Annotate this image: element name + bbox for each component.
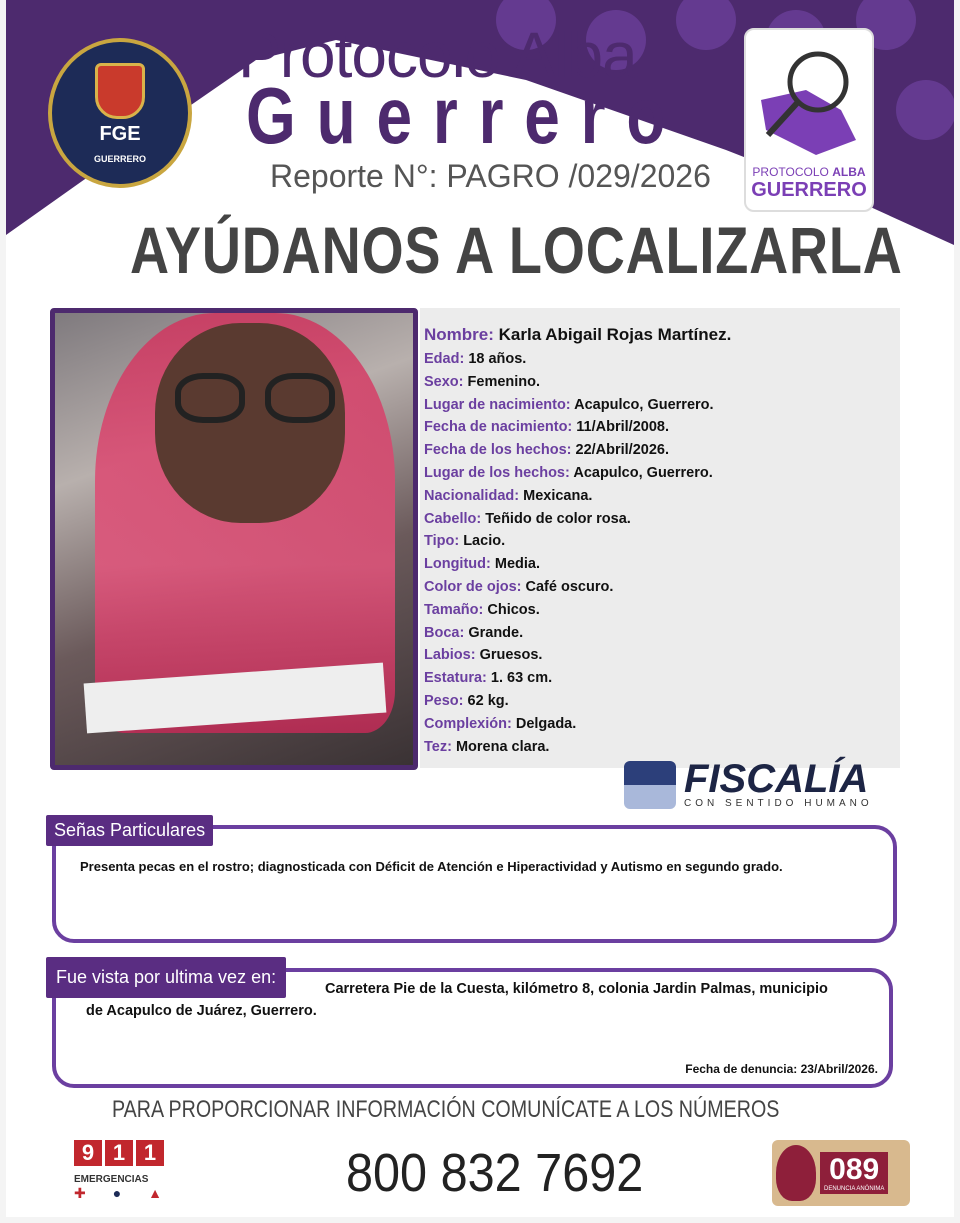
detail-value: Femenino. bbox=[467, 373, 541, 390]
logo-089-label: DENUNCIA ANÓNIMA bbox=[824, 1186, 885, 1192]
title-line1: Protocolo Alba bbox=[238, 19, 637, 91]
detail-row bbox=[424, 394, 900, 417]
fiscalia-emblem-icon bbox=[624, 761, 676, 809]
detail-row bbox=[424, 690, 900, 713]
detail-row bbox=[424, 622, 900, 645]
detail-label: Color de ojos: bbox=[424, 578, 522, 595]
detail-label: Peso: bbox=[424, 692, 464, 709]
detail-value: 18 años. bbox=[468, 351, 527, 367]
contact-heading: PARA PROPORCIONAR INFORMACIÓN COMUNÍCATE A LOS NÚMEROS bbox=[112, 1096, 780, 1123]
detail-label: Longitud: bbox=[424, 556, 491, 573]
logo-guerrero-text: GUERRERO bbox=[751, 179, 867, 201]
seal-bottom-text: GUERRERO bbox=[93, 153, 146, 164]
phone-number[interactable]: 800 832 7692 bbox=[346, 1143, 644, 1203]
detail-row bbox=[424, 508, 900, 531]
senas-label: Señas Particulares bbox=[46, 815, 213, 846]
detail-label: Estatura: bbox=[424, 670, 487, 687]
logo-089 bbox=[772, 1140, 910, 1206]
digit: 1 bbox=[136, 1140, 164, 1166]
title-line2: Guerrero bbox=[246, 71, 687, 160]
detail-row bbox=[424, 576, 900, 599]
detail-label: Boca: bbox=[424, 624, 465, 641]
detail-label: Fecha de nacimiento: bbox=[424, 419, 573, 436]
fge-seal bbox=[48, 38, 192, 188]
protocolo-alba-logo bbox=[744, 28, 874, 212]
detail-value: Chicos. bbox=[487, 601, 540, 618]
detail-label: Nombre: bbox=[424, 325, 494, 344]
report-date: Fecha de denuncia: 23/Abril/2026. bbox=[685, 1062, 878, 1076]
detail-row bbox=[424, 416, 900, 439]
detail-value: 22/Abril/2026. bbox=[575, 442, 669, 459]
fiscalia-name: FISCALÍA bbox=[684, 757, 869, 801]
detail-value: Grande. bbox=[468, 624, 524, 641]
detail-label: Tipo: bbox=[424, 533, 460, 550]
missing-person-photo bbox=[50, 308, 418, 770]
detail-row bbox=[424, 553, 900, 576]
detail-label: Tamaño: bbox=[424, 601, 484, 618]
fiscalia-logo bbox=[624, 757, 873, 809]
detail-value: Acapulco, Guerrero. bbox=[573, 464, 713, 481]
detail-value: Delgada. bbox=[515, 715, 577, 732]
detail-label: Cabello: bbox=[424, 510, 482, 527]
logo-protocolo-text: PROTOCOLO bbox=[752, 165, 829, 179]
details-panel bbox=[420, 308, 900, 768]
emergency-icons: ✚ ● ▲ bbox=[74, 1185, 162, 1201]
detail-row bbox=[424, 348, 900, 371]
detail-value: Café oscuro. bbox=[525, 578, 614, 595]
detail-value: Teñido de color rosa. bbox=[485, 510, 631, 527]
detail-row bbox=[424, 644, 900, 667]
detail-value: Acapulco, Guerrero. bbox=[574, 396, 714, 413]
logo-alba-text: ALBA bbox=[832, 165, 866, 179]
detail-label: Nacionalidad: bbox=[424, 487, 520, 504]
detail-row bbox=[424, 667, 900, 690]
last-seen-label: Fue vista por ultima vez en: bbox=[46, 957, 286, 998]
detail-row bbox=[424, 530, 900, 553]
detail-label: Lugar de nacimiento: bbox=[424, 396, 571, 413]
poster bbox=[6, 0, 954, 1217]
shield-phone-icon bbox=[776, 1145, 816, 1201]
detail-value: 1. 63 cm. bbox=[490, 670, 553, 687]
detail-label: Complexión: bbox=[424, 715, 512, 732]
detail-value: 11/Abril/2008. bbox=[576, 419, 669, 436]
senas-text: Presenta pecas en el rostro; diagnosticada con Déficit de Atención e Hiperactividad y Autismo en segundo grado. bbox=[80, 859, 783, 874]
magnifier-map-icon bbox=[746, 30, 872, 160]
detail-value: Mexicana. bbox=[523, 487, 593, 504]
detail-row bbox=[424, 371, 900, 394]
seal-emblem-icon bbox=[95, 63, 145, 119]
last-seen-line1: Carretera Pie de la Cuesta, kilómetro 8, colonia Jardin Palmas, municipio bbox=[325, 981, 828, 997]
detail-value: Karla Abigail Rojas Martínez. bbox=[498, 325, 732, 344]
detail-row bbox=[424, 462, 900, 485]
detail-label: Lugar de los hechos: bbox=[424, 464, 570, 481]
fiscalia-tagline: CON SENTIDO HUMANO bbox=[684, 798, 873, 809]
detail-label: Labios: bbox=[424, 647, 476, 664]
detail-value: 62 kg. bbox=[467, 692, 509, 709]
detail-row bbox=[424, 322, 900, 348]
detail-label: Tez: bbox=[424, 738, 452, 755]
report-number: Reporte N°: PAGRO /029/2026 bbox=[270, 158, 711, 194]
detail-value: Morena clara. bbox=[455, 738, 550, 755]
logo-911 bbox=[74, 1140, 170, 1202]
detail-value: Lacio. bbox=[463, 533, 506, 550]
detail-label: Edad: bbox=[424, 351, 465, 367]
detail-row bbox=[424, 599, 900, 622]
detail-row bbox=[424, 439, 900, 462]
detail-row bbox=[424, 485, 900, 508]
last-seen-line2: de Acapulco de Juárez, Guerrero. bbox=[86, 1003, 317, 1019]
digit: 1 bbox=[105, 1140, 133, 1166]
detail-value: Media. bbox=[494, 556, 540, 573]
seal-center-text: FGE bbox=[99, 122, 141, 145]
detail-row bbox=[424, 713, 900, 736]
logo-089-number: 089 bbox=[829, 1153, 880, 1186]
emergencias-text: EMERGENCIAS bbox=[74, 1174, 149, 1185]
detail-label: Fecha de los hechos: bbox=[424, 442, 572, 459]
headline: AYÚDANOS A LOCALIZARLA bbox=[130, 213, 903, 287]
detail-value: Gruesos. bbox=[479, 647, 543, 664]
detail-label: Sexo: bbox=[424, 373, 464, 390]
digit: 9 bbox=[74, 1140, 102, 1166]
detail-row bbox=[424, 736, 900, 759]
